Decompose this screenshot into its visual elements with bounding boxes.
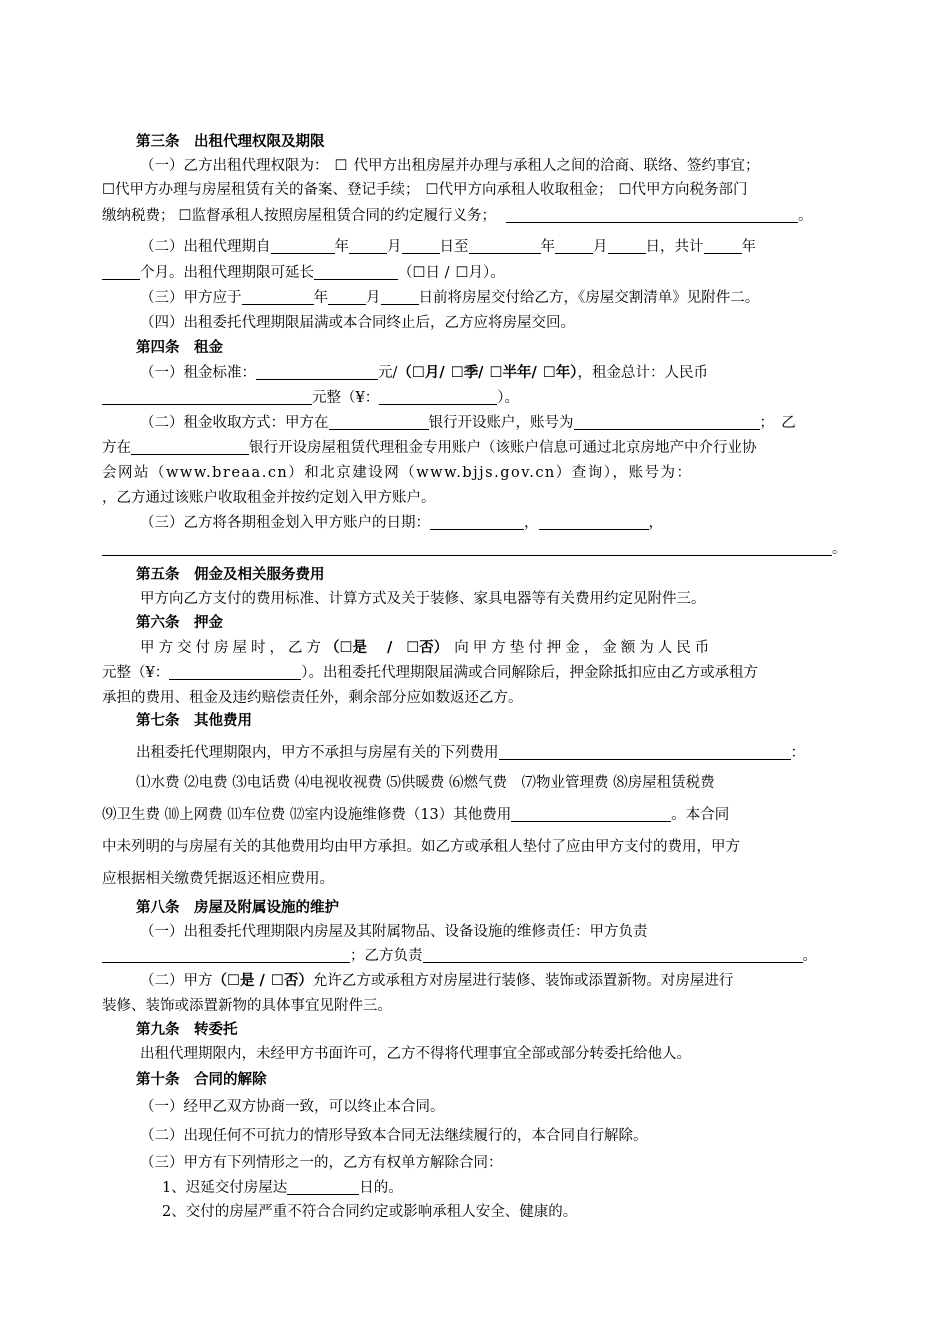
blank-field[interactable] (349, 236, 387, 254)
blank-field[interactable] (469, 236, 541, 254)
blank-field[interactable] (379, 387, 497, 405)
blank-field[interactable] (102, 262, 140, 280)
article-7-fee-list-2: ⑼卫生费 ⑽上网费 ⑾车位费 ⑿室内设施维修费（13）其他费用 。本合同 (0, 802, 950, 828)
checkbox[interactable]: ☐ (412, 265, 426, 281)
checkbox[interactable]: ☐ (102, 182, 115, 198)
checkbox[interactable]: ☐ (339, 640, 353, 656)
blank-field[interactable] (608, 236, 646, 254)
blank-field[interactable] (131, 437, 249, 455)
blank-field[interactable] (506, 205, 798, 223)
checkbox[interactable]: ☐ (178, 208, 192, 224)
article-4-clause-1-line-2: 元整（¥： ）。 (0, 385, 950, 411)
article-4-clause-2-line-4: ，乙方通过该账户收取租金并按约定划入甲方账户。 (102, 490, 436, 506)
article-10-heading: 第十条 合同的解除 (136, 1071, 267, 1088)
article-8-clause-2-line-2: 装修、装饰或添置新物的具体事宜见附件三。 (102, 998, 392, 1014)
blank-field[interactable] (256, 362, 378, 380)
article-4-clause-1-line-1: （一）租金标准： 元/（☐月/ ☐季/ ☐半年/ ☐年），租金总计：人民币 (140, 364, 709, 381)
article-3-clause-3: （三）甲方应于 年 月 日前将房屋交付给乙方，《房屋交割清单》见附件二。 (0, 285, 950, 311)
article-4-clause-2-line-2: 方在 银行开设房屋租赁代理租金专用账户（该账户信息可通过北京房地产中介行业协 (0, 435, 950, 461)
blank-field[interactable] (381, 287, 419, 305)
blank-field[interactable] (704, 236, 742, 254)
checkbox[interactable]: ☐ (425, 182, 439, 198)
blank-field[interactable] (430, 512, 524, 530)
article-3-clause-2-line-1: （二）出租代理期自 年 月 日至 年 月 日，共计 年 (0, 234, 950, 260)
blank-field[interactable] (102, 538, 832, 556)
article-5-heading: 第五条 佣金及相关服务费用 (136, 566, 325, 583)
blank-field[interactable] (314, 262, 398, 280)
blank-field[interactable] (102, 387, 312, 405)
article-4-clause-2-line-1: （二）租金收取方式：甲方在 银行开设账户，账号为 ； 乙 (0, 410, 950, 436)
article-10-clause-3: （三）甲方有下列情形之一的，乙方有权单方解除合同： (140, 1155, 503, 1171)
article-10-item-1: 1、迟延交付房屋达 日的。 (0, 1175, 950, 1201)
blank-field[interactable] (499, 742, 791, 760)
article-3-clause-1-line-2: ☐代甲方办理与房屋租赁有关的备案、登记手续； ☐代甲方向承租人收取租金； ☐代甲方向税务部门 (102, 182, 748, 198)
article-7-heading: 第七条 其他费用 (136, 712, 252, 729)
checkbox[interactable]: ☐ (542, 365, 556, 381)
article-6-line-1: 甲方交付房屋时，乙方（☐是 / ☐否） 向甲方垫付押金，金额为人民币 (140, 639, 714, 656)
blank-field[interactable] (242, 287, 314, 305)
checkbox[interactable]: ☐ (455, 265, 469, 281)
article-6-heading: 第六条 押金 (136, 614, 223, 631)
blank-field[interactable] (539, 512, 649, 530)
article-10-item-2: 2、交付的房屋严重不符合合同约定或影响承租人安全、健康的。 (162, 1204, 578, 1220)
checkbox[interactable]: ☐ (489, 365, 503, 381)
article-7-line-4: 中未列明的与房屋有关的其他费用均由甲方承担。如乙方或承租人垫付了应由甲方支付的费用，甲方 (102, 839, 740, 855)
article-8-clause-2-line-1: （二）甲方（☐是 / ☐否）允许乙方或承租方对房屋进行装修、装饰或添置新物。对房屋进行 (140, 972, 734, 989)
article-6-line-2: 元整（¥： ）。出租委托代理期限届满或合同解除后，押金除抵扣应由乙方或承租方 (0, 660, 950, 686)
checkbox[interactable]: ☐ (618, 182, 632, 198)
blank-field[interactable] (511, 804, 671, 822)
blank-field[interactable] (402, 236, 440, 254)
article-3-clause-4: （四）出租委托代理期限届满或本合同终止后，乙方应将房屋交回。 (140, 315, 575, 331)
checkbox[interactable]: ☐ (270, 973, 284, 989)
article-7-line-1: 出租委托代理期限内，甲方不承担与房屋有关的下列费用 ： (0, 740, 950, 766)
blank-field[interactable] (574, 412, 760, 430)
blank-field[interactable] (169, 662, 301, 680)
article-7-line-5: 应根据相关缴费凭据返还相应费用。 (102, 871, 334, 887)
blank-field[interactable] (287, 1177, 359, 1195)
article-4-clause-3-line-1: （三）乙方将各期租金划入甲方账户的日期： ， ， (0, 510, 950, 536)
article-3-clause-1-line-1: （一）乙方出租代理权限为： ☐ 代甲方出租房屋并办理与承租人之间的洽商、联络、签约事宜； (140, 158, 760, 174)
checkbox[interactable]: ☐ (227, 973, 240, 989)
article-7-fee-list-1: ⑴水费 ⑵电费 ⑶电话费 ⑷电视收视费 ⑸供暖费 ⑹燃气费 ⑺物业管理费 ⑻房屋租赁税费 (136, 775, 715, 791)
article-5-body: 甲方向乙方支付的费用标准、计算方式及关于装修、家具电器等有关费用约定见附件三。 (140, 591, 706, 607)
article-3-clause-2-line-2: 个月。出租代理期限可延长 （☐日 / ☐月）。 (0, 260, 950, 286)
article-4-clause-2-line-3: 会网站（www.breaa.cn）和北京建设网（www.bjjs.gov.cn）查询），账号为： (102, 465, 693, 481)
article-4-heading: 第四条 租金 (136, 339, 223, 356)
checkbox[interactable]: ☐ (334, 158, 348, 174)
article-9-heading: 第九条 转委托 (136, 1021, 238, 1038)
article-8-clause-1-line-1: （一）出租委托代理期限内房屋及其附属物品、设备设施的维修责任：甲方负责 (140, 924, 648, 940)
blank-field[interactable] (329, 412, 429, 430)
article-8-clause-1-line-2: ；乙方负责 。 (0, 943, 950, 969)
checkbox[interactable]: ☐ (406, 640, 420, 656)
blank-field[interactable] (328, 287, 366, 305)
article-9-body: 出租代理期限内，未经甲方书面许可，乙方不得将代理事宜全部或部分转委托给他人。 (140, 1046, 691, 1062)
article-8-heading: 第八条 房屋及附属设施的维护 (136, 899, 339, 916)
article-10-clause-2: （二）出现任何不可抗力的情形导致本合同无法继续履行的，本合同自行解除。 (140, 1128, 648, 1144)
article-4-clause-3-line-2: 。 (0, 536, 950, 562)
article-6-line-3: 承担的费用、租金及违约赔偿责任外，剩余部分应如数返还乙方。 (102, 690, 523, 706)
article-10-clause-1: （一）经甲乙双方协商一致，可以终止本合同。 (140, 1099, 445, 1115)
blank-field[interactable] (271, 236, 335, 254)
blank-field[interactable] (555, 236, 593, 254)
checkbox[interactable]: ☐ (411, 365, 425, 381)
article-3-heading: 第三条 出租代理权限及期限 (136, 133, 325, 150)
checkbox[interactable]: ☐ (450, 365, 464, 381)
article-3-clause-1-line-3: 缴纳税费； ☐监督承租人按照房屋租赁合同的约定履行义务； 。 (0, 203, 950, 229)
blank-field[interactable] (423, 945, 803, 963)
blank-field[interactable] (102, 945, 350, 963)
